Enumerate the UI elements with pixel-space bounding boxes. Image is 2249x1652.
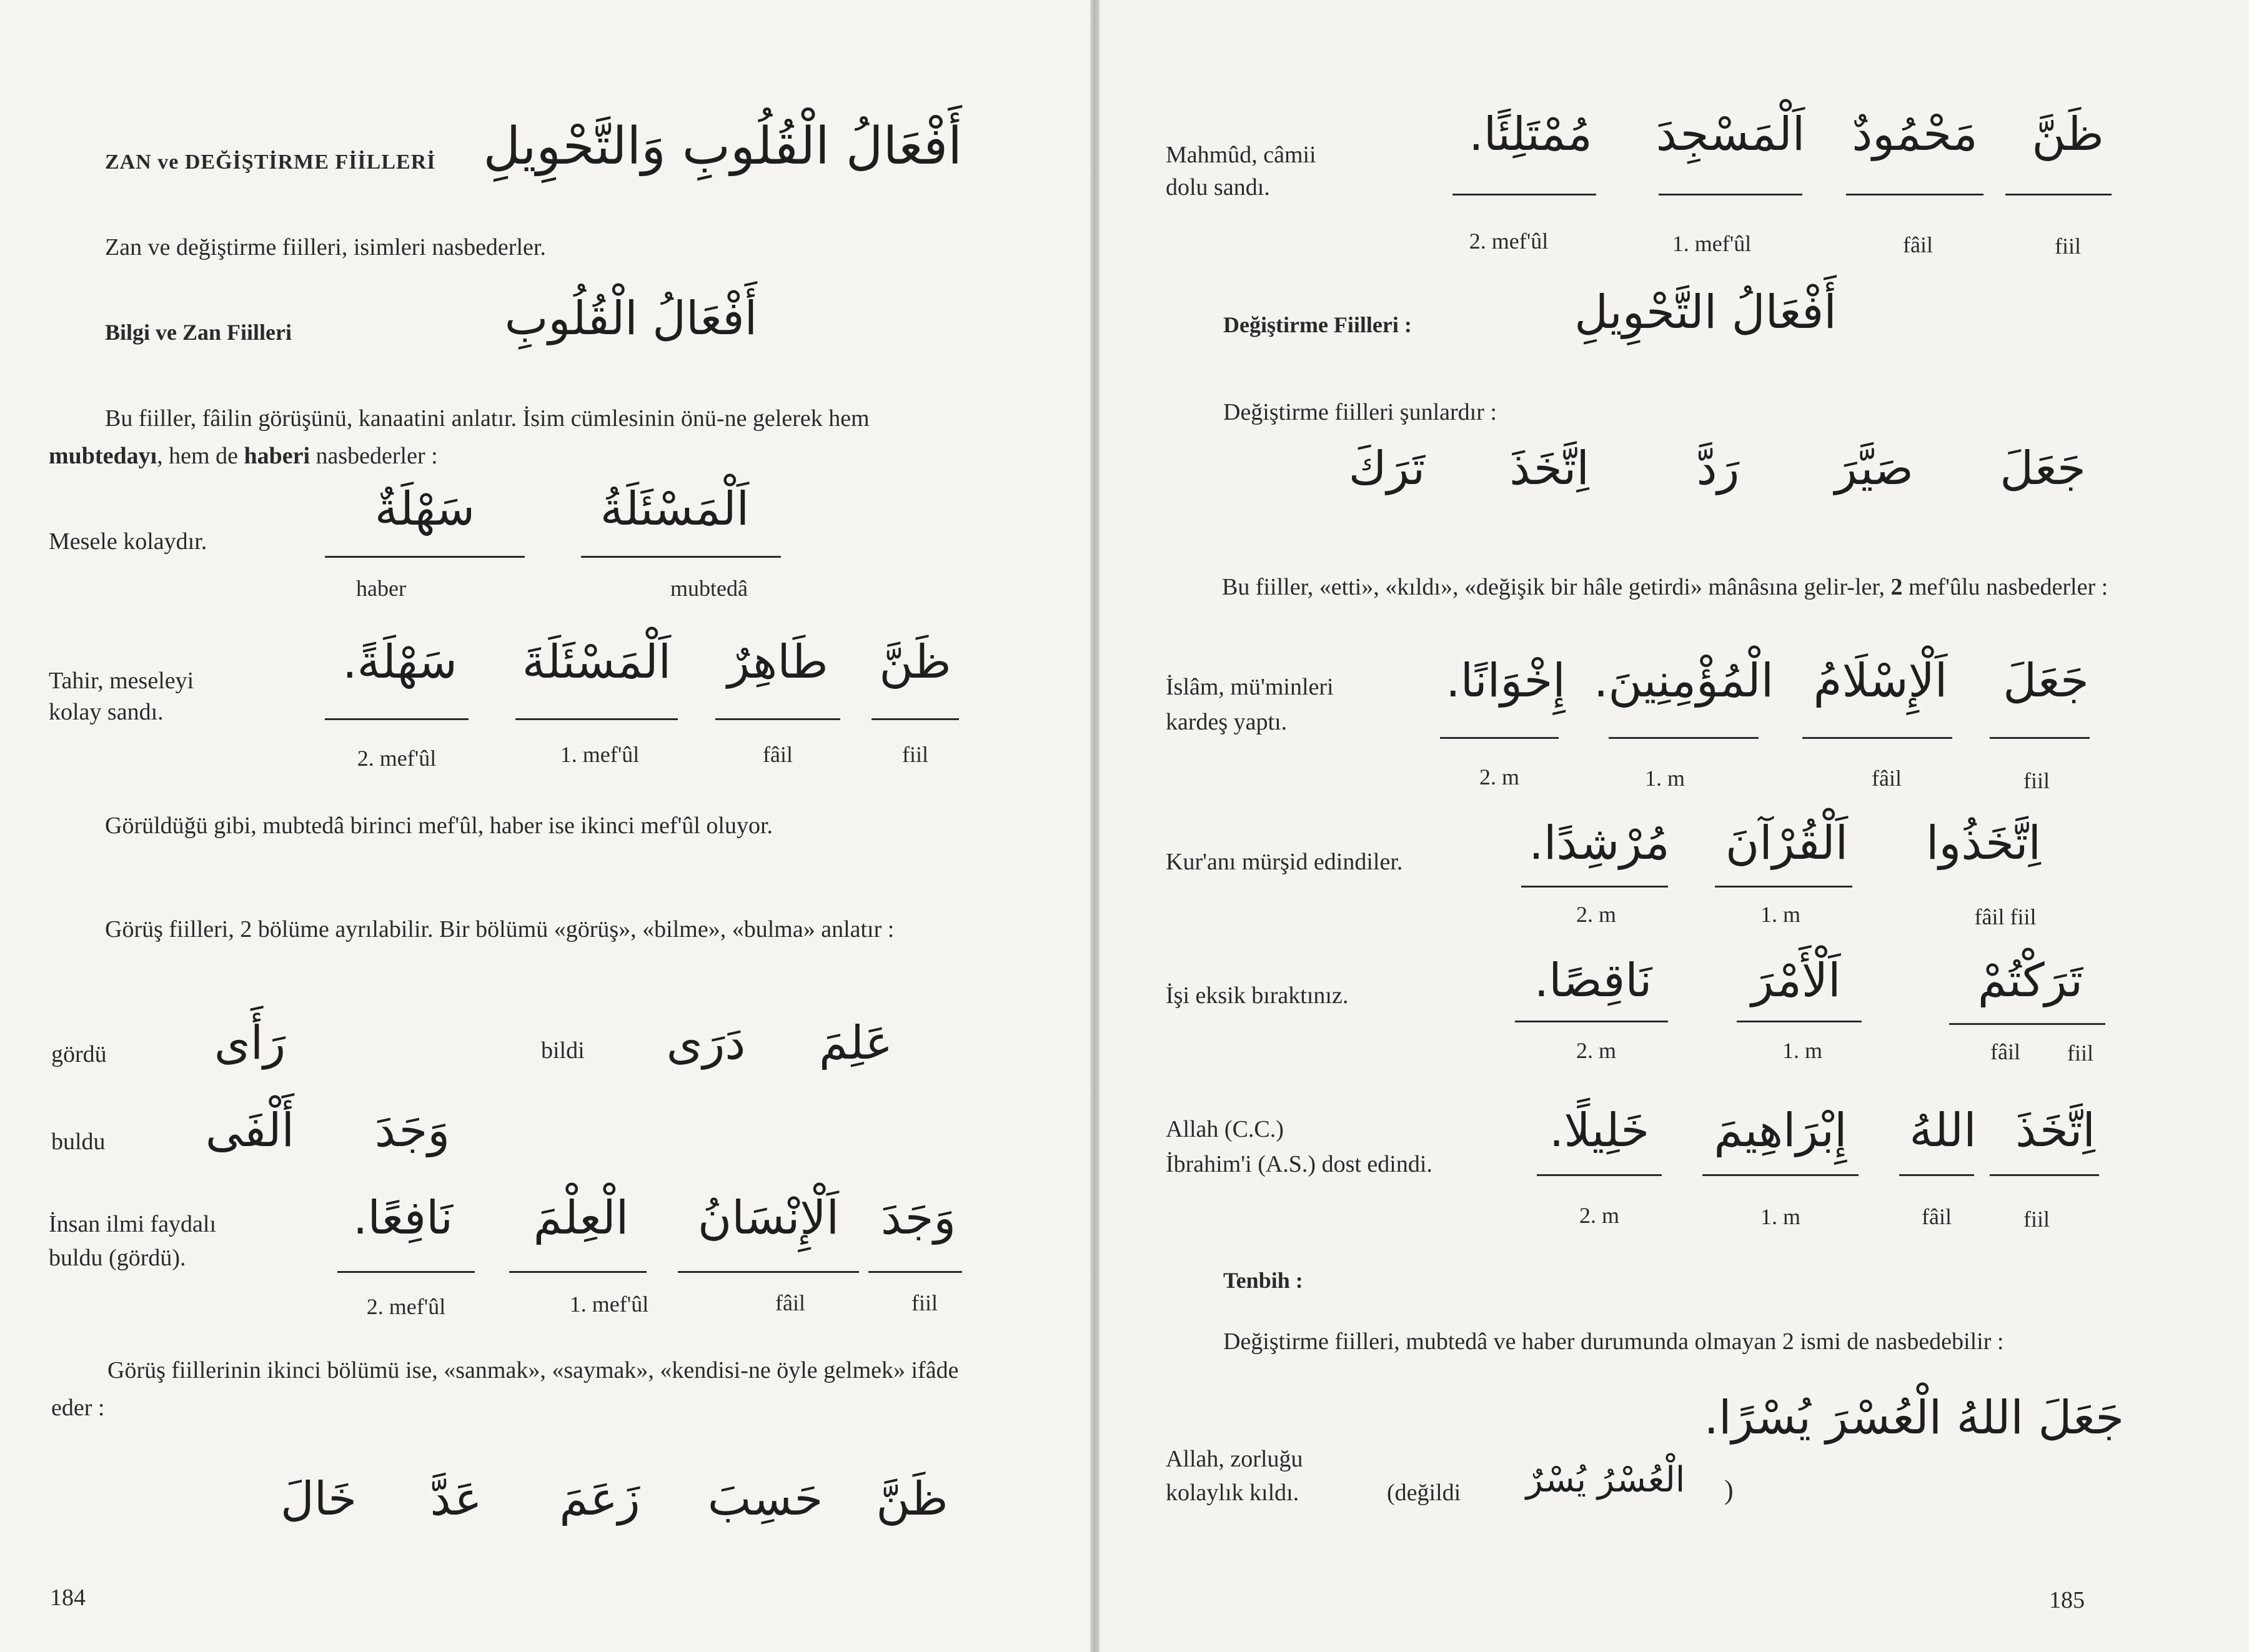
grammar-label: 1. m xyxy=(1782,1038,1822,1063)
grammar-label: fiil xyxy=(2023,768,2050,793)
note-title: Tenbih : xyxy=(1223,1268,1303,1293)
parenthesis-close: ) xyxy=(1724,1475,1734,1505)
verb-meaning: gördü xyxy=(51,1041,107,1067)
underline xyxy=(1990,1174,2099,1176)
arabic-verb: زَعَمَ xyxy=(559,1472,640,1526)
arabic-sentence: جَعَلَ اللهُ الْعُسْرَ يُسْرًا. xyxy=(1704,1391,2124,1445)
example-label: İnsan ilmi faydalı xyxy=(49,1211,217,1237)
underline xyxy=(337,1271,475,1273)
grammar-label: fâil fiil xyxy=(1974,904,2037,929)
underline xyxy=(1949,1023,2105,1025)
arabic-word: جَعَلَ xyxy=(2003,654,2089,708)
grammar-label: 1. m xyxy=(1644,766,1685,791)
underline xyxy=(868,1271,962,1273)
arabic-verb: تَرَكَ xyxy=(1348,442,1426,495)
arabic-verb: حَسِبَ xyxy=(707,1472,823,1526)
arabic-word: إِخْوَانًا. xyxy=(1446,654,1566,708)
paragraph-2: Görüldüğü gibi, mubtedâ birinci mef'ûl, haber ise ikinci mef'ûl oluyor. xyxy=(105,813,773,839)
example-label: İşi eksik bıraktınız. xyxy=(1166,982,1349,1009)
underline xyxy=(1702,1174,1859,1176)
underline xyxy=(2005,194,2112,195)
verb-meaning: bildi xyxy=(541,1037,585,1064)
grammar-label: fâil xyxy=(1872,766,1902,791)
grammar-label: fâil xyxy=(763,742,793,767)
page-number: 184 xyxy=(50,1585,86,1611)
arabic-word: وَجَدَ xyxy=(880,1191,956,1245)
underline xyxy=(1659,194,1802,195)
paragraph-5: Bu fiiller, «etti», «kıldı», «değişik bir hâle getirdi» mânâsına gelir-ler, 2 mef'ûlu nasbederler : xyxy=(1222,574,2108,600)
paragraph-1: Bu fiiller, fâilin görüşünü, kanaatini anlatır. İsim cümlesinin önü-ne gelerek hem mubtedayı, hem de haberi nasbederler : xyxy=(49,405,870,469)
grammar-label: 2. m xyxy=(1576,902,1616,927)
underline xyxy=(325,718,469,720)
grammar-label: mubtedâ xyxy=(670,576,748,601)
arabic-verb: خَالَ xyxy=(280,1472,357,1526)
grammar-label: 1. mef'ûl xyxy=(569,1292,649,1317)
example-label: Kur'anı mürşid edindiler. xyxy=(1166,849,1403,875)
arabic-verb: أَلْفَى xyxy=(205,1104,295,1157)
underline xyxy=(715,718,840,720)
underline xyxy=(325,556,525,558)
grammar-label: fâil xyxy=(775,1290,805,1315)
list-intro: Değiştirme fiilleri şunlardır : xyxy=(1223,399,1497,425)
page-number: 185 xyxy=(2049,1587,2085,1613)
parenthetical: (değildi xyxy=(1387,1480,1461,1506)
grammar-label: fâil xyxy=(1990,1039,2020,1064)
arabic-word: ظَنَّ xyxy=(879,635,951,689)
example-label: kolaylık kıldı. xyxy=(1166,1480,1299,1506)
note-text: Değiştirme fiilleri, mubtedâ ve haber durumunda olmayan 2 ismi de nasbedebilir : xyxy=(1223,1328,2004,1355)
arabic-verb: عَدَّ xyxy=(430,1472,482,1526)
grammar-label: fiil xyxy=(911,1290,938,1315)
grammar-label: 2. mef'ûl xyxy=(366,1294,446,1319)
arabic-word: الْمُؤْمِنِينَ. xyxy=(1593,654,1774,708)
underline xyxy=(509,1271,647,1273)
example-label: kardeş yaptı. xyxy=(1166,709,1288,735)
arabic-word: اَلْإِنْسَانُ xyxy=(697,1191,840,1245)
underline xyxy=(678,1271,859,1273)
example-label: kolay sandı. xyxy=(49,699,164,725)
grammar-label: 2. m xyxy=(1579,1203,1619,1228)
arabic-word: نَافِعًا. xyxy=(352,1191,454,1245)
right-page xyxy=(1100,0,2249,1652)
underline xyxy=(1537,1174,1662,1176)
subheading-bilgi-arabic: أَفْعَالُ الْقُلُوبِ xyxy=(504,292,758,345)
arabic-word: مُمْتَلِئًا. xyxy=(1469,107,1592,161)
underline xyxy=(1846,194,1983,195)
arabic-word: طَاهِرٌ xyxy=(727,635,828,689)
arabic-word: اللهُ xyxy=(1909,1104,1977,1157)
underline xyxy=(1515,1021,1668,1022)
arabic-verb: جَعَلَ xyxy=(2000,442,2086,495)
grammar-label: 1. m xyxy=(1760,1204,1800,1229)
arabic-verb: دَرَى xyxy=(666,1016,746,1070)
grammar-label: haber xyxy=(356,576,406,601)
underline xyxy=(1521,886,1668,888)
arabic-verb: رَأَى xyxy=(214,1016,286,1070)
grammar-label: fiil xyxy=(902,742,928,767)
underline xyxy=(581,556,781,558)
example-label: Mesele kolaydır. xyxy=(49,528,207,555)
arabic-word: اِتَّخَذَ xyxy=(2015,1104,2095,1157)
underline xyxy=(1990,737,2090,739)
arabic-verb: رَدَّ xyxy=(1696,442,1740,495)
paragraph-3: Görüş fiilleri, 2 bölüme ayrılabilir. Bir bölümü «görüş», «bilme», «bulma» anlatır : xyxy=(105,916,895,942)
subheading-degistirme: Değiştirme Fiilleri : xyxy=(1223,312,1412,337)
example-label: Tahir, meseleyi xyxy=(49,668,194,694)
arabic-parenthetical: الْعُسْرُ يُسْرٌ xyxy=(1526,1460,1686,1500)
example-label: İslâm, mü'minleri xyxy=(1166,674,1334,700)
grammar-label: fiil xyxy=(2067,1041,2093,1066)
book-gutter xyxy=(1090,0,1100,1652)
subheading-degistirme-arabic: أَفْعَالُ التَّحْوِيلِ xyxy=(1574,285,1837,339)
subheading-bilgi: Bilgi ve Zan Fiilleri xyxy=(105,320,292,345)
underline xyxy=(1802,737,1952,739)
grammar-label: 2. mef'ûl xyxy=(357,746,437,771)
underline xyxy=(1609,737,1759,739)
grammar-label: fâil xyxy=(1922,1204,1952,1229)
example-label: buldu (gördü). xyxy=(49,1245,186,1271)
example-label: Mahmûd, câmii xyxy=(1166,142,1316,168)
grammar-label: fiil xyxy=(2055,234,2081,259)
intro-text: Zan ve değiştirme fiilleri, isimleri nasbederler. xyxy=(105,234,546,260)
arabic-verb: عَلِمَ xyxy=(819,1016,893,1070)
underline xyxy=(1899,1174,1974,1176)
example-label: dolu sandı. xyxy=(1166,174,1270,200)
arabic-word: مُرْشِدًا. xyxy=(1529,816,1670,870)
arabic-word: اَلْمَسْئَلَةَ xyxy=(522,635,672,689)
arabic-word: اَلْمَسْجِدَ xyxy=(1656,107,1805,161)
example-label: İbrahim'i (A.S.) dost edindi. xyxy=(1166,1151,1432,1177)
underline xyxy=(1440,737,1559,739)
arabic-word: اَلْمَسْئَلَةُ xyxy=(600,482,750,536)
arabic-word: اَلْقُرْآنَ xyxy=(1725,816,1849,870)
arabic-word: اَلْأَمْرَ xyxy=(1751,954,1841,1007)
grammar-label: 2. mef'ûl xyxy=(1469,229,1549,254)
underline xyxy=(515,718,678,720)
arabic-word: ظَنَّ xyxy=(2032,107,2104,161)
arabic-word: الْعِلْمَ xyxy=(533,1191,629,1245)
arabic-verb: ظَنَّ xyxy=(876,1472,948,1526)
arabic-verb: اِتَّخَذَ xyxy=(1509,442,1589,495)
arabic-word: سَهْلَةٌ xyxy=(374,482,475,536)
section-title-arabic: أَفْعَالُ الْقُلُوبِ وَالتَّحْوِيلِ xyxy=(483,117,962,176)
example-label: Allah, zorluğu xyxy=(1166,1446,1303,1472)
grammar-label: fâil xyxy=(1903,232,1933,257)
arabic-word: تَرَكْتُمْ xyxy=(1977,954,2083,1007)
example-label: Allah (C.C.) xyxy=(1166,1116,1284,1142)
grammar-label: fiil xyxy=(2023,1207,2050,1232)
paragraph-4: Görüş fiillerinin ikinci bölümü ise, «sanmak», «saymak», «kendisi-ne öyle gelmek» ifâde eder : xyxy=(51,1357,959,1421)
arabic-word: اَلْإِسْلَامُ xyxy=(1813,654,1948,708)
grammar-label: 1. m xyxy=(1760,902,1800,927)
left-page xyxy=(0,0,1090,1652)
section-title: ZAN ve DEĞİŞTİRME FİİLLERİ xyxy=(105,151,436,174)
grammar-label: 2. m xyxy=(1479,764,1519,789)
underline xyxy=(1737,1021,1862,1022)
arabic-word: نَاقِصًا. xyxy=(1534,954,1652,1007)
grammar-label: 1. mef'ûl xyxy=(1672,231,1752,256)
arabic-word: مَحْمُودٌ xyxy=(1852,107,1978,161)
arabic-word: خَلِيلًا. xyxy=(1549,1104,1650,1157)
underline xyxy=(1715,886,1852,888)
arabic-word: اِتَّخَذُوا xyxy=(1925,816,2042,870)
arabic-verb: وَجَدَ xyxy=(374,1104,450,1157)
verb-meaning: buldu xyxy=(51,1129,106,1155)
grammar-label: 2. m xyxy=(1576,1038,1616,1063)
arabic-verb: صَيَّرَ xyxy=(1835,442,1914,495)
arabic-word: إِبْرَاهِيمَ xyxy=(1714,1104,1847,1157)
underline xyxy=(1452,194,1596,195)
underline xyxy=(871,718,959,720)
arabic-word: سَهْلَةً. xyxy=(342,635,457,689)
grammar-label: 1. mef'ûl xyxy=(560,742,640,767)
